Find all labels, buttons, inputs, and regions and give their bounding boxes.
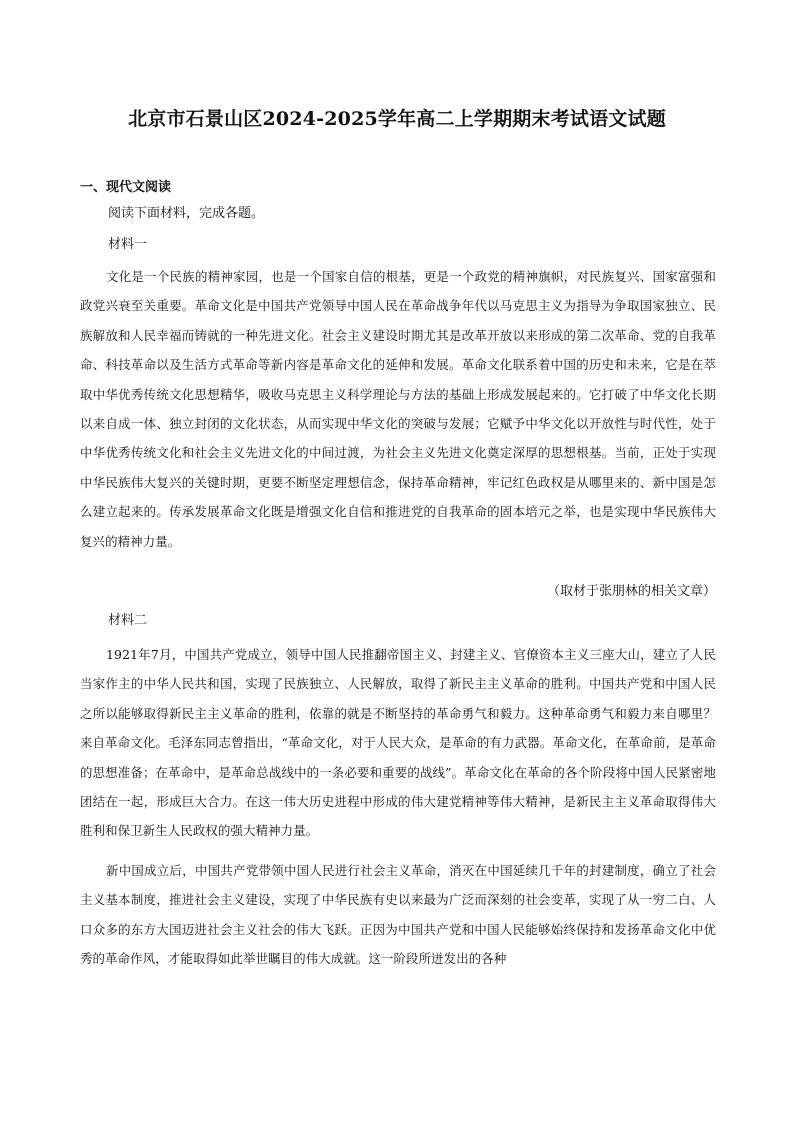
section-heading: 一、现代文阅读 <box>80 180 172 195</box>
material1-source: （取材于张朋林的相关文章） <box>546 584 716 599</box>
material1-paragraph: 文化是一个民族的精神家园，也是一个国家自信的根基，更是一个政党的精神旗帜，对民族复兴、国家富强和政党兴衰至关重要。革命文化是中国共产党领导中国人民在革命战争年代以马克思主义为指导为争取国家独立、民族解放和人民幸福而铸就的一种先进文化。社会主义建设时期尤其是改革开放以来形成的第二次革命、党的自我革命、科技革命以及生活方式革命等新内容是革命文化的延伸和发展。革命文化联系着中国的历史和未来，它是在萃取中华优秀传统文化思想精华，吸收马克思主义科学理论与方法的基础上形成发展起来的。它打破了中华文化长期以来自成一体、独立封闭的文化状态，从而实现中华文化的突破与发展；它赋予中华文化以开放性与时代性，处于中华优秀传统文化和社会主义先进文化的中间过渡，为社会主义先进文化奠定深厚的思想根基。当前，正处于实现中华民族伟大复兴的关键时期，更要不断坚定理想信念，保持革命精神，牢记红色政权是从哪里来的、新中国是怎么建立起来的。传承发展革命文化既是增强文化自信和推进党的自我革命的固本培元之举，也是实现中华民族伟大复兴的精神力量。 <box>80 269 716 549</box>
material2-label: 材料二 <box>108 613 148 628</box>
document-title: 北京市石景山区2024-2025学年高二上学期期末考试语文试题 <box>128 108 666 130</box>
material2-paragraph1: 1921年7月，中国共产党成立，领导中国人民推翻帝国主义、封建主义、官僚资本主义三座大山，建立了人民当家作主的中华人民共和国，实现了民族独立、人民解放，取得了新民主主义革命的胜利。中国共产党和中国人民之所以能够取得新民主主义革命的胜利，依靠的就是不断坚持的革命勇气和毅力。这种革命勇气和毅力来自哪里？来自革命文化。毛泽东同志曾指出，“革命文化，对于人民大众，是革命的有力武器。革命文化，在革命前，是革命的思想准备；在革命中，是革命总战线中的一条必要和重要的战线”。革命文化在革命的各个阶段将中国人民紧密地团结在一起，形成巨大合力。在这一伟大历史进程中形成的伟大建党精神等伟大精神，是新民主主义革命取得伟大胜利和保卫新生人民政权的强大精神力量。 <box>80 647 716 839</box>
material2-paragraph2: 新中国成立后，中国共产党带领中国人民进行社会主义革命，消灭在中国延续几千年的封建制度，确立了社会主义基本制度，推进社会主义建设，实现了中华民族有史以来最为广泛而深刻的社会变革，实现了从一穷二白、人口众多的东方大国迈进社会主义社会的伟大飞跃。正因为中国共产党和中国人民能够始终保持和发扬革命文化中优秀的革命作风，才能取得如此举世瞩目的伟大成就。这一阶段所迸发出的各种 <box>80 863 716 967</box>
material1-label: 材料一 <box>108 237 148 252</box>
instruction-text: 阅读下面材料，完成各题。 <box>108 206 265 221</box>
